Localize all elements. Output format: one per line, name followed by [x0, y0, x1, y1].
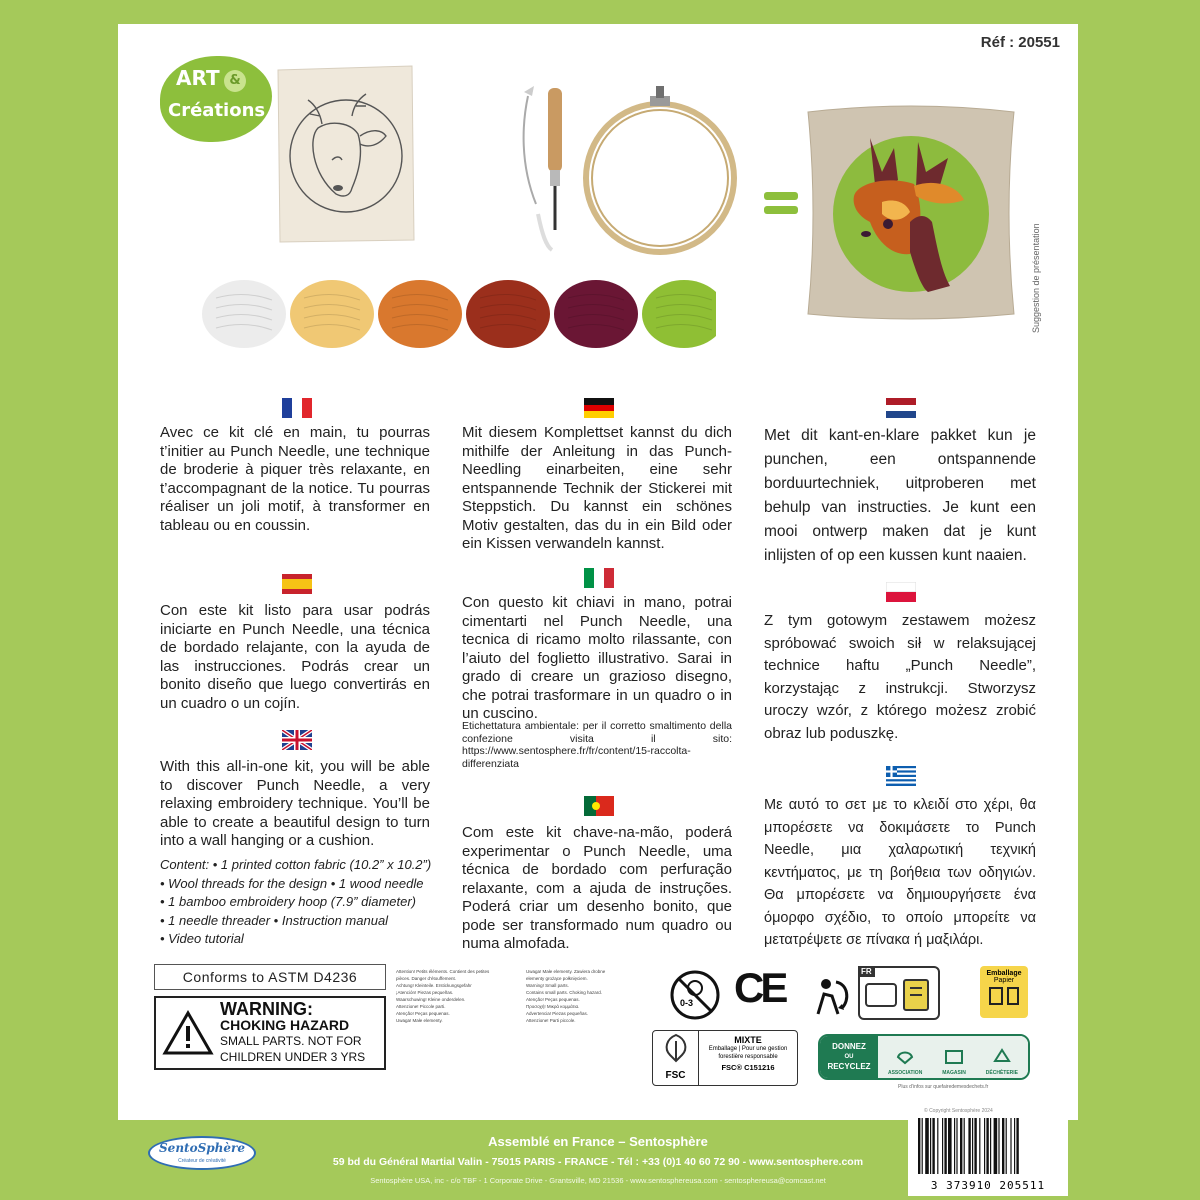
barcode-bar [937, 1118, 938, 1174]
paper-packaging-icon [980, 966, 1028, 1018]
warning-translation-line: Achtung! Kleinteile. Erstickungsgefahr [396, 983, 472, 988]
barcode-bar [932, 1118, 934, 1174]
flag-netherlands-icon [886, 398, 916, 418]
presentation-note [1026, 178, 1046, 338]
embroidery-hoop-image [580, 78, 740, 262]
store-icon [943, 1047, 965, 1065]
flag-poland-icon [886, 582, 916, 602]
barcode-bar [990, 1118, 991, 1174]
triman-icon [812, 974, 852, 1018]
warning-line1: CHOKING HAZARD [220, 1017, 350, 1033]
barcode-bar [1002, 1118, 1004, 1174]
barcode-bar [956, 1118, 957, 1174]
barcode-bar [964, 1118, 965, 1174]
flag-germany-icon [584, 398, 614, 418]
recycle-donnez: DONNEZ [832, 1042, 866, 1051]
emballage-line2: Papier [993, 977, 1015, 984]
footer-line1: Assemblé en France – Sentosphère [488, 1134, 708, 1149]
barcode-bar [925, 1118, 929, 1174]
recycle-recyclez: RECYCLEZ [827, 1062, 871, 1071]
astm-conformance [154, 964, 386, 990]
barcode-bar [968, 1118, 970, 1174]
recycle-ou: OU [844, 1054, 854, 1060]
barcode-bar [1016, 1118, 1018, 1174]
greek-description: Με αυτό το σετ με το κλειδί στο χέρι, θα μπορέσετε να δοκιμάσετε το Punch Needle, μια χαλαρωτική τεχνική κεντήματος, με τη βοήθεια των οδηγιών. Θα μπορέσετε να δημιουργήσετε ένα όμορφο σχέδιο, το οποίο μπορείτε να μετατρέψετε σε πίνακα ή μαξιλάρι. [764, 797, 1036, 948]
barcode-number: 3 373910 205511 [930, 1179, 1046, 1192]
warning-translation-line: Attention! Petits éléments. Contient des petites [396, 969, 490, 974]
contents-line: • 1 bamboo embroidery hoop (7.9” diameter) [160, 894, 417, 909]
warning-translation-line: Contains small parts. Choking hazard. [526, 990, 603, 995]
copyright: © Copyright Sentosphère 2024 [924, 1108, 993, 1114]
fsc-code: FSC® C151216 [721, 1063, 775, 1072]
flag-greece-icon [886, 766, 916, 786]
sentosphere-brand: SentoSphère [159, 1141, 245, 1155]
flag-uk-icon [282, 730, 312, 750]
warning-translation-line: ¡Atención! Piezas pequeñas. [396, 990, 454, 995]
warning-line3: CHILDREN UNDER 3 YRS [220, 1050, 366, 1064]
ce-mark: CE [734, 964, 785, 1011]
contents-list [160, 856, 440, 949]
fsc-label [652, 1030, 798, 1086]
recycle-option-association: ASSOCIATION [887, 1070, 923, 1076]
footer-line3: Sentosphère USA, inc - c/o TBF - 1 Corporate Drive - Grantsville, MD 21536 - www.sentosphereusa.com - sentosphereusa@comcast.net [370, 1176, 826, 1185]
flag-france-icon [282, 398, 312, 418]
warning-translation-line: Warning! Small parts. [526, 983, 569, 988]
spanish-description: Con este kit listo para usar podrás iniciarte en Punch Needle, una técnica de bordado relajante, con la ayuda de las instrucciones. Podrás crear un bonito diseño que luego convertirás en un cuadro o un cojín. [160, 602, 430, 712]
warning-translation-line: Waarschuwing! Kleine onderdelen. [396, 997, 466, 1002]
recycle-note: Plus d’infos sur quefairedemesdechets.fr [898, 1084, 989, 1090]
barcode-bar [974, 1118, 976, 1174]
fsc-text: FSC [665, 1070, 686, 1081]
warning-translation-line: pièces. Danger d’étouffement. [396, 976, 456, 981]
barcode-bars [914, 1118, 1062, 1174]
barcode-bar [1014, 1118, 1015, 1174]
warning-translation-line: Attenzione! Piccole parti. [396, 1004, 446, 1009]
recycle-option-decheterie: DÉCHÈTERIE [985, 1070, 1019, 1076]
fr-label: FR [858, 966, 875, 977]
age-restriction-icon [668, 968, 722, 1022]
dutch-description: Met dit kant-en-klare pakket kun je punchen, een ontspannende borduurtechniek, uitproberen met behulp van instructies. Je kunt een mooi ontwerp maken dat je kunt inlijsten of op een kussen kunt naaien. [764, 427, 1036, 564]
warning-triangle-icon [156, 1010, 220, 1056]
age-label: 0-3 [680, 998, 694, 1008]
multilingual-warnings-col1 [396, 968, 516, 1024]
sentosphere-tagline: Créateur de créativité [178, 1158, 226, 1164]
contents-line: Content: • 1 printed cotton fabric (10.2” x 10.2”) [160, 857, 432, 872]
content-panel [118, 24, 1078, 1120]
barcode-bar [1006, 1118, 1007, 1174]
warning-translation-line: Advertencia! Piezas pequeñas. [526, 1011, 589, 1016]
contents-line: • Video tutorial [160, 931, 244, 946]
art-creations-logo [160, 56, 272, 142]
german-description: Mit diesem Komplettset kannst du dich mithilfe der Anleitung in das Punch-Needling einarbeiten, eine sehr entspannende Technik der Stickerei mit Steppstich. Du kannst ein schönes Motiv gestalten, das du in ein Bild oder ein Kissen verwandeln kannst. [462, 424, 732, 552]
footer-line2: 59 bd du Général Martial Valin - 75015 PARIS - FRANCE - Tél : +33 (0)1 40 60 72 90 - www.sentosphere.com [332, 1156, 864, 1168]
presentation-note-text: Suggestion de présentation [1031, 223, 1041, 333]
warning-translation-line: Προσοχή! Μικρά κομμάτια. [526, 1004, 580, 1009]
barcode-bar [930, 1118, 931, 1174]
flag-portugal-icon [584, 796, 614, 816]
fsc-line2: forestière responsable [718, 1054, 778, 1060]
barcode-bar [998, 1118, 999, 1174]
warning-translation-line: Atenção! Peças pequenas. [396, 1011, 450, 1016]
barcode-bar [944, 1118, 946, 1174]
barcode-bar [986, 1118, 988, 1174]
barcode-bar [994, 1118, 998, 1174]
warning-translation-line: Atenção! Peças pequenas. [526, 997, 580, 1002]
barcode-bar [972, 1118, 973, 1174]
polish-description: Z tym gotowym zestawem możesz spróbować swoich sił w relaksującej technice haftu „Punch Needle”, korzystając z instrukcji. Stworzysz uroczy wzór, z którego możesz zrobić obraz lub poduszkę. [764, 612, 1036, 742]
barcode-bar [942, 1118, 943, 1174]
sorting-info-icon [858, 966, 940, 1020]
threader-and-needle-image [508, 84, 588, 254]
equals-icon [764, 192, 798, 214]
barcode-bar [979, 1118, 980, 1174]
portuguese-description: Com este kit chave-na-mão, poderá experimentar o Punch Needle, uma técnica de bordado com perfuração relaxante, com a ajuda de instruções. Poderá criar um desenho bonito, que pode ser transformado num quadro ou numa almofada. [462, 824, 732, 952]
flag-spain-icon [282, 574, 312, 594]
barcode-bar [984, 1118, 985, 1174]
fsc-tree-icon [658, 1031, 694, 1065]
footer [118, 1120, 1078, 1200]
english-description: With this all-in-one kit, you will be able to discover Punch Needle, a very relaxing embroidery technique. You’ll be able to create a beautiful design to turn into a wall hanging or a cushion. [160, 758, 430, 849]
yarn-balls [196, 274, 716, 354]
warning-translation-line: elementy grożące połknięciem. [526, 976, 588, 981]
italian-description: Con questo kit chiavi in mano, potrai cimentarti nel Punch Needle, una tecnica di ricamo molto rilassante, con l’aiuto del foglietto illustrativo. Sarai in grado di creare un grazioso disegno, che potrai trasformare in un quadro o in un cuscino. [462, 594, 732, 722]
warning-translation-line: Uwaga! Małe elementy. [396, 1018, 443, 1023]
contents-line: • 1 needle threader • Instruction manual [160, 912, 389, 928]
recycle-option-magasin: MAGASIN [942, 1070, 966, 1076]
barcode-bar [918, 1118, 920, 1174]
barcode-bar [960, 1118, 962, 1174]
warning-title: WARNING: [220, 999, 313, 1019]
italian-environment-note: Etichettatura ambientale: per il corretto smaltimento della confezione visita il sito: https://www.sentosphere.fr/fr/content/15-raccolta-differenziata [462, 720, 732, 770]
reference-number: Réf : 20551 [980, 34, 1060, 51]
recycling-center-icon [991, 1047, 1013, 1065]
contents-line: • Wool threads for the design • 1 wood needle [160, 875, 424, 891]
choking-warning [154, 996, 386, 1070]
french-description: Avec ce kit clé en main, tu pourras t’initier au Punch Needle, une technique de broderie à piquer très relaxante, en t’accompagnant de la notice. Tu pourras réaliser un joli motif, à transformer en tableau ou en coussin. [160, 424, 430, 534]
fsc-mixte: MIXTE [734, 1035, 762, 1045]
warning-translation-line: Attenzione! Parti piccole. [526, 1018, 576, 1023]
barcode-bar [954, 1118, 955, 1174]
fsc-line1: Emballage | Pour une gestion [708, 1046, 788, 1052]
logo-art-text: ART [176, 66, 220, 90]
emballage-line1: Emballage [986, 970, 1022, 977]
recycle-banner [818, 1034, 1030, 1080]
warning-line2: SMALL PARTS. NOT FOR [220, 1034, 362, 1048]
barcode-bar [948, 1118, 952, 1174]
logo-amp-text: & [224, 70, 246, 92]
barcode-bar [1010, 1118, 1011, 1174]
printed-fabric-image [274, 64, 418, 244]
barcode [908, 1114, 1068, 1196]
logo-creations-text: Créations [168, 100, 266, 121]
association-icon [894, 1047, 916, 1065]
barcode-bar [922, 1118, 923, 1174]
multilingual-warnings-col2 [526, 968, 646, 1024]
warning-translation-line: Uwaga! Małe elementy. Zawiera drobne [526, 969, 606, 974]
finished-cushion-image [798, 102, 1024, 324]
astm-text: Conforms to ASTM D4236 [182, 969, 358, 985]
flag-italy-icon [584, 568, 614, 588]
